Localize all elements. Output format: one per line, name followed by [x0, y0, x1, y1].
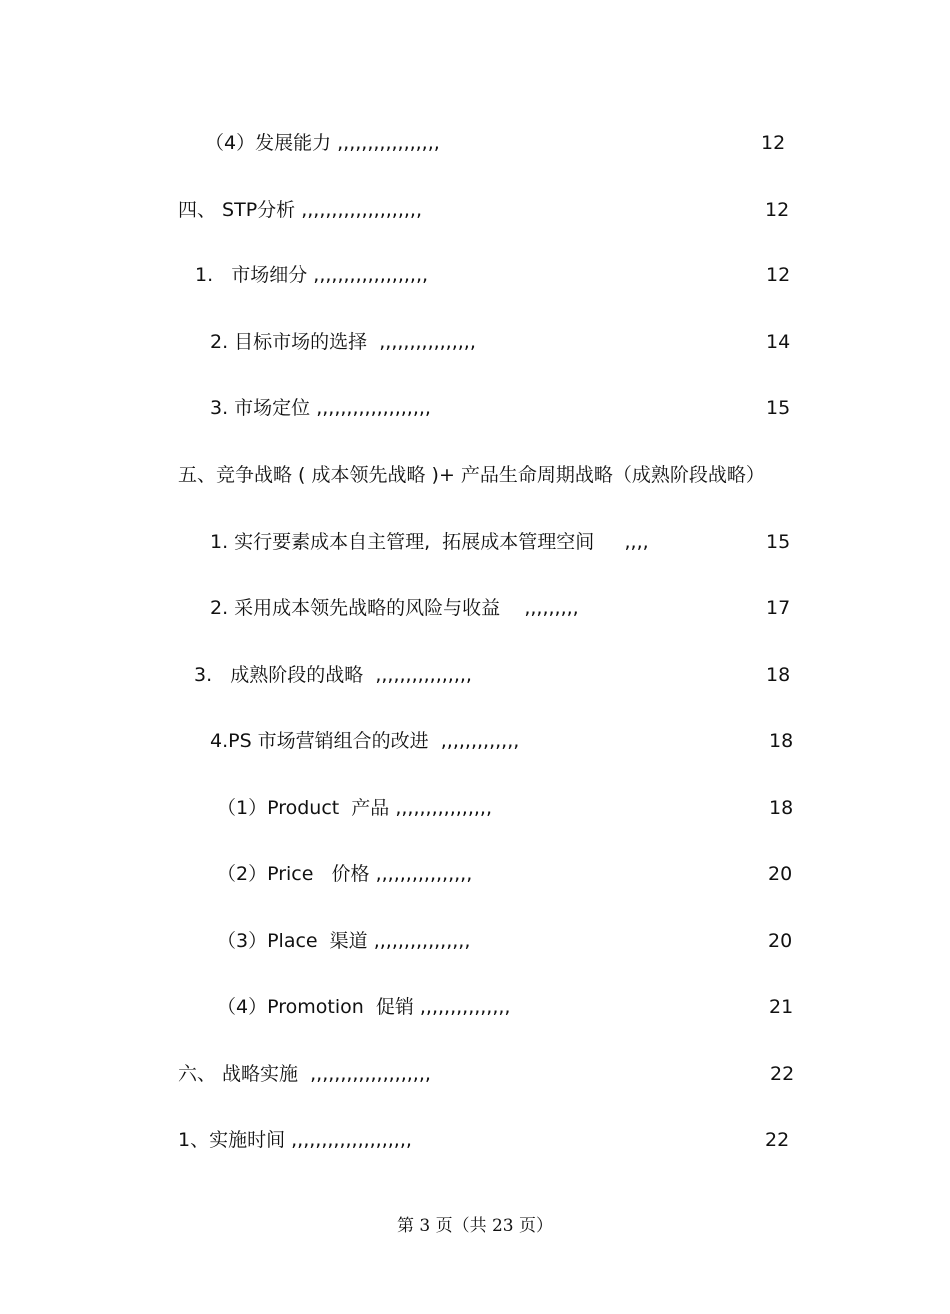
toc-entry-page: 14	[766, 331, 791, 353]
toc-entry	[0, 859, 950, 889]
toc-entry-title: （2）Price 价格 ,,,,,,,,,,,,,,,,	[217, 863, 473, 885]
toc-entry-title: 4.PS 市场营销组合的改进 ,,,,,,,,,,,,,	[210, 730, 520, 752]
toc-entry-page: 18	[769, 797, 794, 819]
toc-entry-title: 1. 市场细分 ,,,,,,,,,,,,,,,,,,,	[195, 264, 429, 286]
toc-entry	[0, 1125, 950, 1155]
toc-entry-title: 1、实施时间 ,,,,,,,,,,,,,,,,,,,,	[178, 1129, 412, 1151]
toc-entry	[0, 260, 950, 290]
toc-entry-page: 12	[761, 132, 786, 154]
toc-entry	[0, 593, 950, 623]
toc-entry	[0, 128, 950, 158]
toc-entry	[0, 660, 950, 690]
toc-entry-page: 15	[766, 397, 791, 419]
toc-entry-page: 22	[770, 1063, 795, 1085]
toc-entry-page: 12	[765, 199, 790, 221]
toc-entry	[0, 393, 950, 423]
toc-entry-page: 12	[766, 264, 791, 286]
toc-entry	[0, 195, 950, 225]
toc-entry-title: （4）发展能力 ,,,,,,,,,,,,,,,,,	[205, 132, 440, 154]
toc-entry	[0, 327, 950, 357]
toc-entry	[0, 1059, 950, 1089]
toc-entry-title: （1）Product 产品 ,,,,,,,,,,,,,,,,	[217, 797, 492, 819]
toc-entry	[0, 926, 950, 956]
toc-entry-title: 六、 战略实施 ,,,,,,,,,,,,,,,,,,,,	[178, 1063, 431, 1085]
toc-entry-page: 22	[765, 1129, 790, 1151]
toc-entry-title: （3）Place 渠道 ,,,,,,,,,,,,,,,,	[217, 930, 471, 952]
toc-entry-title: 2. 采用成本领先战略的风险与收益 ,,,,,,,,,	[210, 597, 579, 619]
toc-entry-page: 20	[768, 930, 793, 952]
toc-entry	[0, 527, 950, 557]
toc-section-heading	[0, 460, 950, 490]
toc-entry-title: （4）Promotion 促销 ,,,,,,,,,,,,,,,	[217, 996, 511, 1018]
toc-entry-page: 18	[769, 730, 794, 752]
toc-entry-page: 17	[766, 597, 791, 619]
toc-entry	[0, 992, 950, 1022]
toc-entry-page: 15	[766, 531, 791, 553]
toc-entry-title: 四、 STP分析 ,,,,,,,,,,,,,,,,,,,,	[178, 199, 422, 221]
toc-entry-title: 3. 成熟阶段的战略 ,,,,,,,,,,,,,,,,	[194, 664, 472, 686]
toc-entry	[0, 793, 950, 823]
toc-entry-page: 18	[766, 664, 791, 686]
toc-entry	[0, 726, 950, 756]
toc-entry-page: 21	[769, 996, 794, 1018]
toc-entry-page: 20	[768, 863, 793, 885]
toc-entry-title: 五、竞争战略 ( 成本领先战略 )+ 产品生命周期战略（成熟阶段战略）	[178, 464, 765, 486]
toc-entry-title: 3. 市场定位 ,,,,,,,,,,,,,,,,,,,	[210, 397, 431, 419]
toc-entry-title: 2. 目标市场的选择 ,,,,,,,,,,,,,,,,	[210, 331, 476, 353]
page-footer: 第 3 页（共 23 页）	[396, 1216, 554, 1236]
toc-entry-title: 1. 实行要素成本自主管理, 拓展成本管理空间 ,,,,	[210, 531, 649, 553]
